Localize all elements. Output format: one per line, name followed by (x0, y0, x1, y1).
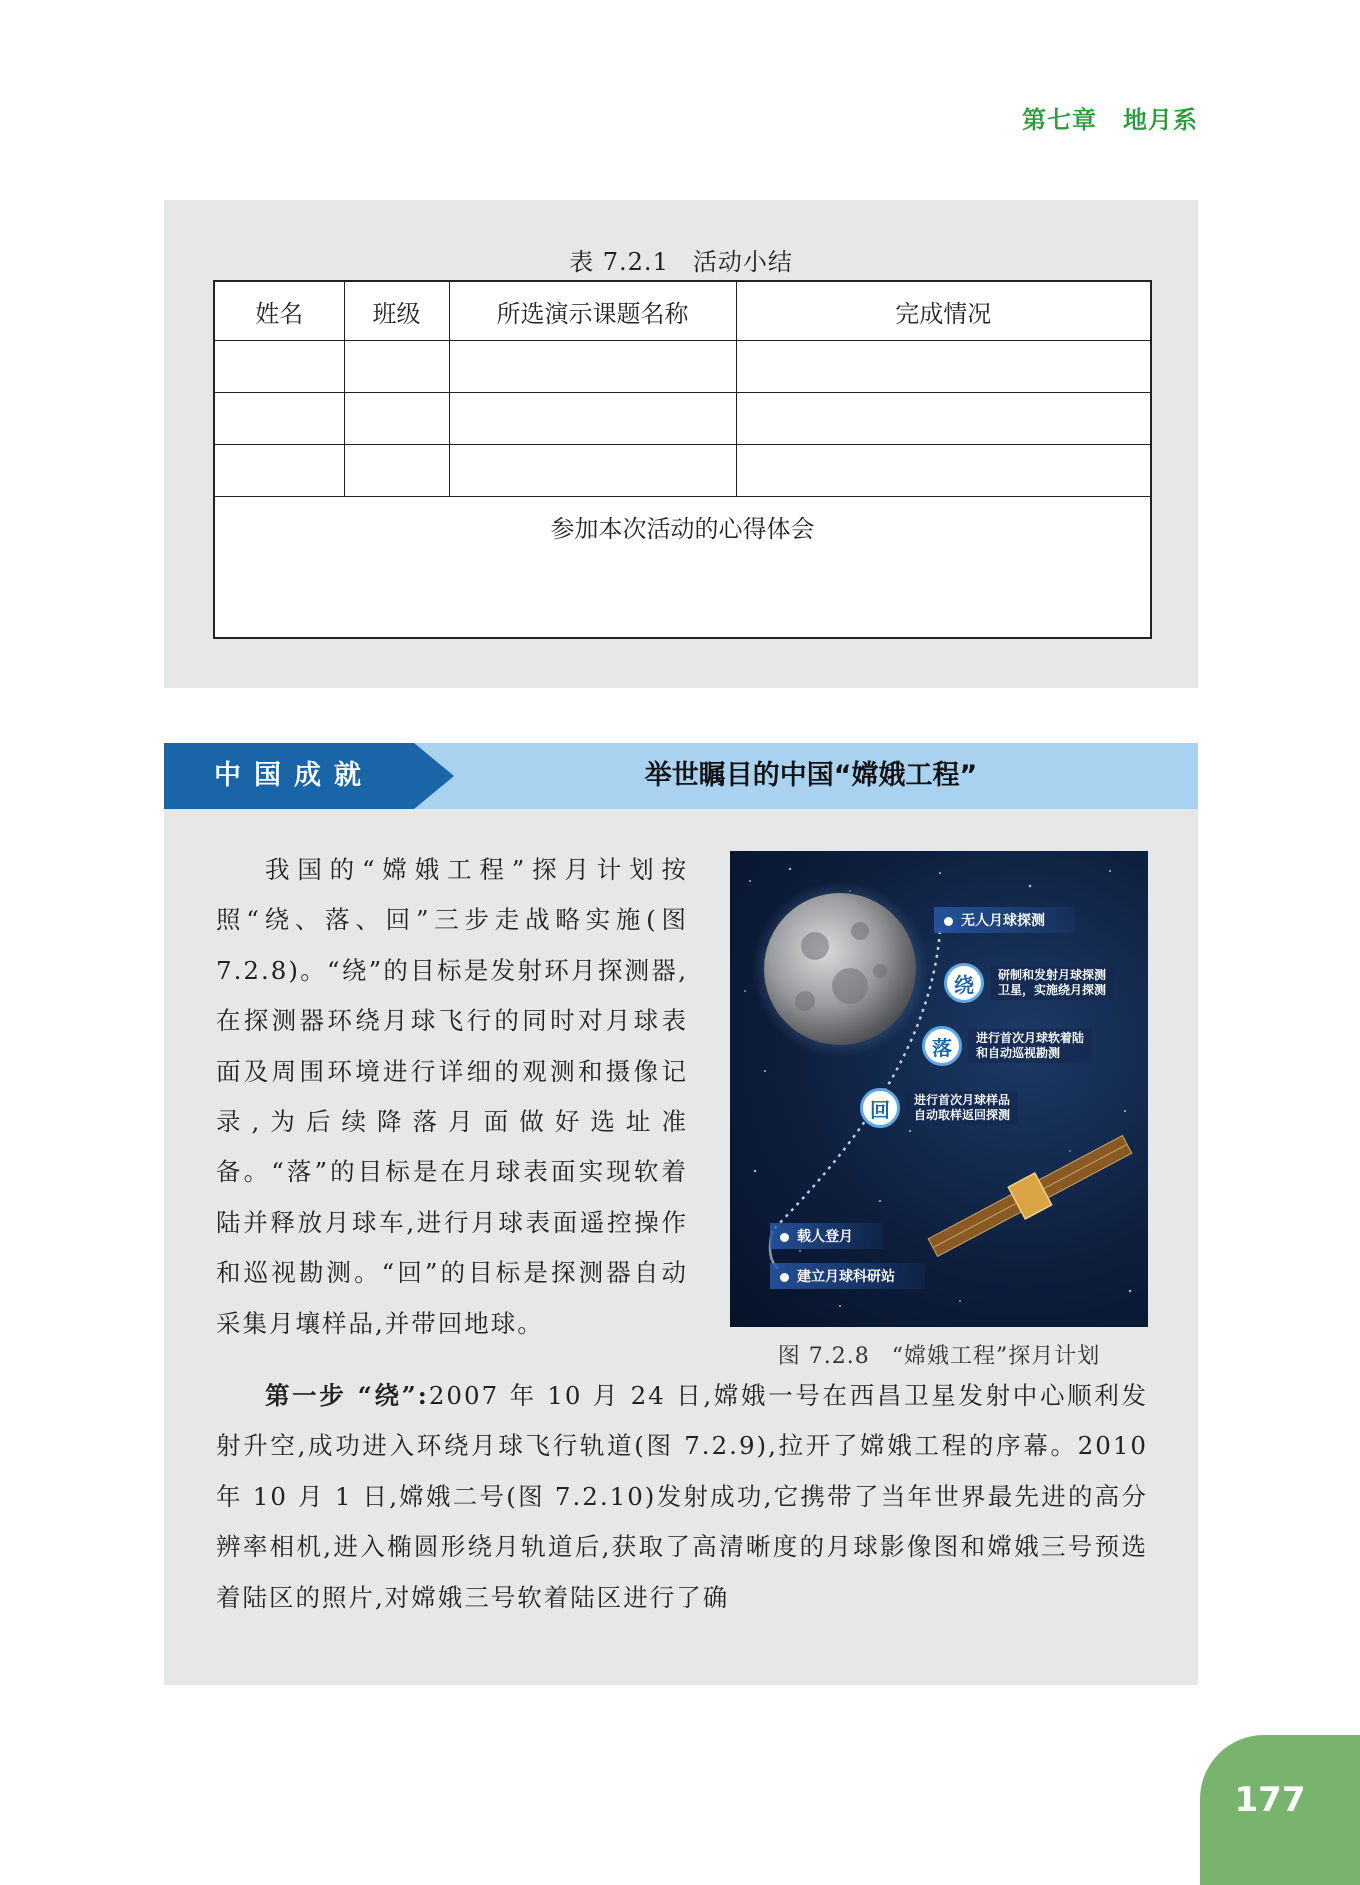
figure-pill-unmanned-text: 无人月球探测 (961, 913, 1045, 929)
section-banner (164, 743, 1198, 809)
table-cell (214, 341, 344, 393)
step-badge-return: 回 (860, 1088, 900, 1128)
activity-summary-panel (164, 200, 1198, 688)
figure-pill-crewed-text: 载人登月 (797, 1229, 853, 1245)
bullet-icon (780, 1233, 789, 1242)
step-desc-return: 进行首次月球样品 自动取样返回探测 (906, 1091, 1018, 1125)
figure-step-return (860, 1088, 1018, 1128)
figure-step-orbit (944, 963, 1114, 1003)
figure-pill-crewed (770, 1223, 883, 1249)
bullet-icon (780, 1273, 789, 1282)
banner-title: 举世瞩目的中国“嫦娥工程” (644, 760, 978, 791)
step1-lead: 第一步 “绕”: (265, 1381, 429, 1410)
banner-tab-label: 中国成就 (214, 760, 374, 791)
chapter-header (1022, 100, 1198, 135)
step1-text: 2007 年 10 月 24 日,嫦娥一号在西昌卫星发射中心顺利发射升空,成功进入环绕月球飞行轨道(图 7.2.9),拉开了嫦娥工程的序幕。2010 年 10 月 1 日,嫦娥二号(图 7.2.10)发射成功,它携带了当年世界最先进的高分辨率相机,进入椭圆形绕月轨道后,获取了高清晰度的月球影像图和嫦娥三号预选着陆区的照片,对嫦娥三号软着陆区进行了确 (216, 1381, 1148, 1612)
table-row (214, 341, 1151, 393)
chapter-number: 第七章 (1022, 106, 1097, 134)
bullet-icon (944, 917, 953, 926)
column-header-completion: 完成情况 (736, 281, 1151, 341)
table-cell (736, 341, 1151, 393)
table-caption (164, 242, 1198, 277)
table-cell (736, 393, 1151, 445)
intro-paragraph: 我国的“嫦娥工程”探月计划按照“绕、落、回”三步走战略实施(图 7.2.8)。“绕”的目标是发射环月探测器,在探测器环绕月球飞行的同时对月球表面及周围环境进行详细的观测和摄像记录,为后续降落月面做好选址准备。“落”的目标是在月球表面实现软着陆并释放月球车,进行月球表面遥控操作和巡视勘测。“回”的目标是探测器自动采集月壤样品,并带回地球。 (216, 855, 688, 1338)
column-header-class: 班级 (344, 281, 449, 341)
figure-step-land (922, 1026, 1092, 1066)
table-row (214, 393, 1151, 445)
article-panel (164, 809, 1198, 1685)
step-badge-land: 落 (922, 1026, 962, 1066)
page-number: 177 (1234, 1780, 1306, 1820)
table-cell (344, 341, 449, 393)
column-header-topic: 所选演示课题名称 (449, 281, 736, 341)
table-cell (449, 445, 736, 497)
page-number-tab (1200, 1735, 1360, 1885)
figure-caption (730, 1339, 1148, 1370)
step-desc-orbit: 研制和发射月球探测 卫星，实施绕月探测 (990, 966, 1114, 1000)
figure-pill-unmanned (934, 907, 1075, 933)
table-row (214, 445, 1151, 497)
table-cell (449, 393, 736, 445)
table-cell (736, 445, 1151, 497)
lunar-program-figure (730, 851, 1148, 1327)
reflection-label: 参加本次活动的心得体会 (214, 497, 1151, 639)
table-cell (214, 393, 344, 445)
table-header-row (214, 281, 1151, 341)
table-cell (344, 445, 449, 497)
figure-pill-station (770, 1263, 925, 1289)
column-header-name: 姓名 (214, 281, 344, 341)
figure-caption-number: 图 7.2.8 (777, 1344, 870, 1369)
step-badge-orbit: 绕 (944, 963, 984, 1003)
table-caption-title: 活动小结 (692, 248, 793, 276)
moon-icon (764, 893, 916, 1045)
activity-summary-table (213, 280, 1152, 639)
figure-pill-station-text: 建立月球科研站 (797, 1269, 895, 1285)
step-desc-land: 进行首次月球软着陆 和自动巡视勘测 (968, 1029, 1092, 1063)
chapter-title: 地月系 (1123, 106, 1198, 134)
table-cell (344, 393, 449, 445)
table-caption-number: 表 7.2.1 (569, 248, 669, 276)
table-cell (214, 445, 344, 497)
step1-paragraph (216, 1371, 1148, 1623)
table-cell (449, 341, 736, 393)
figure-caption-title: “嫦娥工程”探月计划 (891, 1344, 1101, 1369)
reflection-row (214, 497, 1151, 639)
satellite-icon (924, 1128, 1135, 1263)
